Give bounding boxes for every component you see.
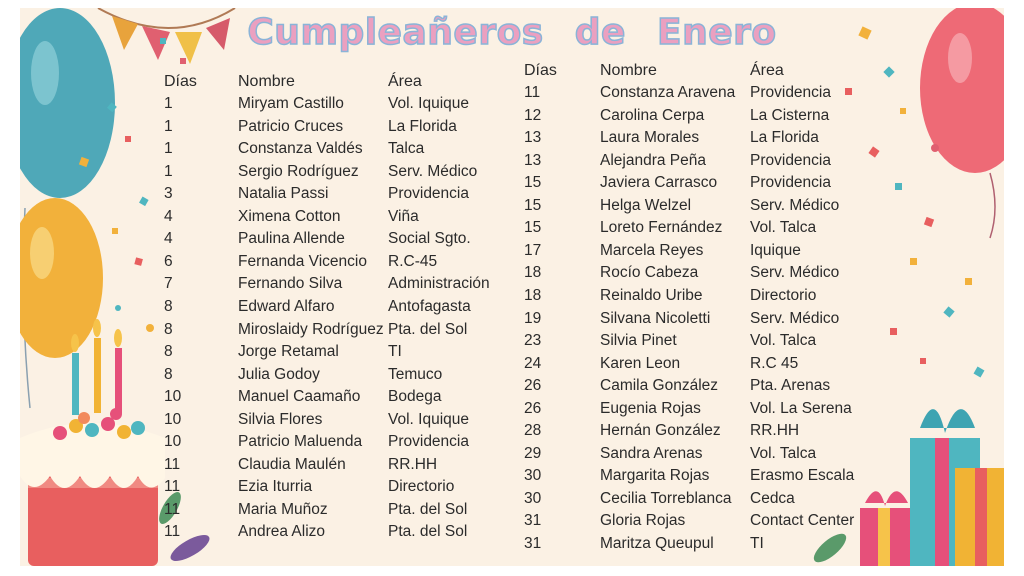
row-name: Rocío Cabeza bbox=[600, 264, 699, 282]
row-area: Viña bbox=[388, 207, 419, 225]
row-name: Silvia Flores bbox=[238, 410, 323, 428]
row-name: Hernán González bbox=[600, 422, 721, 440]
row-area: Pta. del Sol bbox=[388, 500, 468, 518]
row-name: Edward Alfaro bbox=[238, 297, 335, 315]
row-day: 30 bbox=[524, 489, 542, 507]
row-day: 15 bbox=[524, 174, 542, 192]
row-area: Vol. Talca bbox=[750, 219, 817, 237]
row-day: 8 bbox=[164, 320, 173, 338]
row-day: 4 bbox=[164, 230, 173, 248]
row-name: Maria Muñoz bbox=[238, 500, 328, 518]
row-name: Manuel Caamaño bbox=[238, 388, 361, 406]
row-name: Carolina Cerpa bbox=[600, 106, 705, 124]
row-area: La Florida bbox=[388, 117, 457, 135]
row-area: Directorio bbox=[388, 478, 455, 496]
row-day: 3 bbox=[164, 185, 173, 203]
row-name: Miroslaidy Rodríguez bbox=[238, 320, 384, 338]
header-area: Área bbox=[388, 73, 422, 90]
row-day: 7 bbox=[164, 275, 173, 293]
row-area: Vol. Talca bbox=[750, 444, 817, 462]
row-name: Patricio Maluenda bbox=[238, 433, 363, 451]
row-day: 11 bbox=[524, 84, 541, 101]
row-area: Contact Center bbox=[750, 512, 855, 530]
row-area: Providencia bbox=[388, 185, 469, 203]
page-title: Cumpleañeros de Enero bbox=[247, 12, 777, 53]
row-name: Silvana Nicoletti bbox=[600, 309, 711, 327]
row-day: 15 bbox=[524, 196, 542, 214]
row-name: Fernando Silva bbox=[238, 275, 343, 293]
row-area: Directorio bbox=[750, 286, 817, 304]
row-day: 4 bbox=[164, 207, 173, 225]
row-area: Providencia bbox=[388, 433, 469, 451]
row-name: Sandra Arenas bbox=[600, 444, 703, 462]
row-name: Eugenia Rojas bbox=[600, 399, 701, 417]
row-day: 11 bbox=[164, 523, 181, 541]
row-day: 18 bbox=[524, 286, 542, 304]
row-day: 10 bbox=[164, 433, 182, 451]
row-name: Constanza Valdés bbox=[238, 140, 363, 158]
row-name: Miryam Castillo bbox=[238, 95, 344, 112]
row-area: Pta. del Sol bbox=[388, 320, 468, 338]
row-day: 11 bbox=[164, 455, 181, 473]
row-day: 1 bbox=[164, 95, 173, 112]
row-day: 19 bbox=[524, 309, 542, 327]
row-area: Vol. Iquique bbox=[388, 410, 470, 428]
row-day: 29 bbox=[524, 444, 542, 462]
row-area: RR.HH bbox=[388, 455, 438, 473]
row-name: Constanza Aravena bbox=[600, 84, 736, 101]
row-name: Helga Welzel bbox=[600, 196, 692, 214]
row-day: 8 bbox=[164, 343, 173, 361]
row-day: 8 bbox=[164, 297, 173, 315]
row-area: Providencia bbox=[750, 84, 831, 101]
row-name: Claudia Maulén bbox=[238, 455, 346, 473]
row-name: Reinaldo Uribe bbox=[600, 286, 703, 304]
row-name: Gloria Rojas bbox=[600, 512, 686, 530]
row-name: Alejandra Peña bbox=[600, 151, 706, 169]
row-area: Social Sgto. bbox=[388, 230, 471, 248]
row-name: Ezia Iturria bbox=[238, 478, 313, 496]
row-area: Providencia bbox=[750, 174, 831, 192]
row-day: 1 bbox=[164, 162, 173, 180]
row-day: 8 bbox=[164, 365, 173, 383]
row-area: Vol. La Serena bbox=[750, 399, 852, 417]
row-day: 12 bbox=[524, 106, 542, 124]
row-name: Sergio Rodríguez bbox=[238, 162, 359, 180]
row-area: Pta. Arenas bbox=[750, 377, 831, 395]
row-day: 10 bbox=[164, 410, 182, 428]
row-name: Marcela Reyes bbox=[600, 241, 704, 259]
header-name: Nombre bbox=[600, 62, 657, 79]
row-area: Administración bbox=[388, 275, 490, 293]
row-area: Erasmo Escala bbox=[750, 467, 855, 485]
header-days: Días bbox=[164, 73, 197, 90]
row-area: Pta. del Sol bbox=[388, 523, 468, 541]
row-day: 6 bbox=[164, 252, 173, 270]
row-name: Cecilia Torreblanca bbox=[600, 489, 732, 507]
row-name: Patricio Cruces bbox=[238, 117, 344, 135]
row-area: Antofagasta bbox=[388, 297, 471, 315]
header-name: Nombre bbox=[238, 73, 295, 90]
row-name: Maritza Queupul bbox=[600, 535, 714, 552]
row-day: 26 bbox=[524, 399, 542, 417]
row-name: Javiera Carrasco bbox=[600, 174, 718, 192]
row-name: Ximena Cotton bbox=[238, 207, 341, 225]
row-name: Karen Leon bbox=[600, 354, 681, 372]
row-area: Vol. Talca bbox=[750, 332, 817, 350]
row-area: Bodega bbox=[388, 388, 442, 406]
row-area: La Cisterna bbox=[750, 106, 830, 124]
row-area: R.C-45 bbox=[388, 252, 438, 270]
row-day: 28 bbox=[524, 422, 542, 440]
header-days: Días bbox=[524, 62, 557, 79]
row-area: Cedca bbox=[750, 489, 795, 507]
row-area: Serv. Médico bbox=[750, 264, 840, 282]
row-name: Camila González bbox=[600, 377, 719, 395]
row-area: RR.HH bbox=[750, 422, 800, 440]
row-name: Loreto Fernández bbox=[600, 219, 723, 237]
row-day: 10 bbox=[164, 388, 182, 406]
row-area: La Florida bbox=[750, 129, 819, 147]
row-name: Laura Morales bbox=[600, 129, 700, 147]
row-area: Serv. Médico bbox=[750, 309, 840, 327]
row-area: Talca bbox=[388, 140, 425, 158]
row-area: R.C 45 bbox=[750, 354, 799, 372]
row-area: Iquique bbox=[750, 241, 801, 259]
row-name: Julia Godoy bbox=[238, 365, 320, 383]
row-name: Natalia Passi bbox=[238, 185, 329, 203]
header-area: Área bbox=[750, 62, 784, 79]
row-day: 30 bbox=[524, 467, 542, 485]
row-area: TI bbox=[388, 343, 402, 361]
row-name: Andrea Alizo bbox=[238, 523, 326, 541]
row-day: 11 bbox=[164, 478, 181, 496]
row-name: Margarita Rojas bbox=[600, 467, 710, 485]
row-name: Fernanda Vicencio bbox=[238, 252, 367, 270]
row-day: 24 bbox=[524, 354, 542, 372]
row-day: 31 bbox=[524, 512, 542, 530]
row-day: 17 bbox=[524, 241, 542, 259]
row-name: Jorge Retamal bbox=[238, 343, 339, 361]
row-name: Paulina Allende bbox=[238, 230, 345, 248]
row-area: Vol. Iquique bbox=[388, 95, 470, 112]
row-area: Serv. Médico bbox=[388, 162, 478, 180]
row-day: 31 bbox=[524, 535, 542, 552]
row-day: 11 bbox=[164, 500, 181, 518]
row-area: Providencia bbox=[750, 151, 831, 169]
row-name: Silvia Pinet bbox=[600, 332, 677, 350]
row-day: 1 bbox=[164, 117, 173, 135]
row-area: Temuco bbox=[388, 365, 443, 383]
row-day: 26 bbox=[524, 377, 542, 395]
row-area: Serv. Médico bbox=[750, 196, 840, 214]
row-day: 13 bbox=[524, 151, 542, 169]
row-day: 23 bbox=[524, 332, 542, 350]
row-day: 1 bbox=[164, 140, 173, 158]
row-day: 15 bbox=[524, 219, 542, 237]
row-day: 18 bbox=[524, 264, 542, 282]
row-day: 13 bbox=[524, 129, 542, 147]
row-area: TI bbox=[750, 535, 764, 552]
